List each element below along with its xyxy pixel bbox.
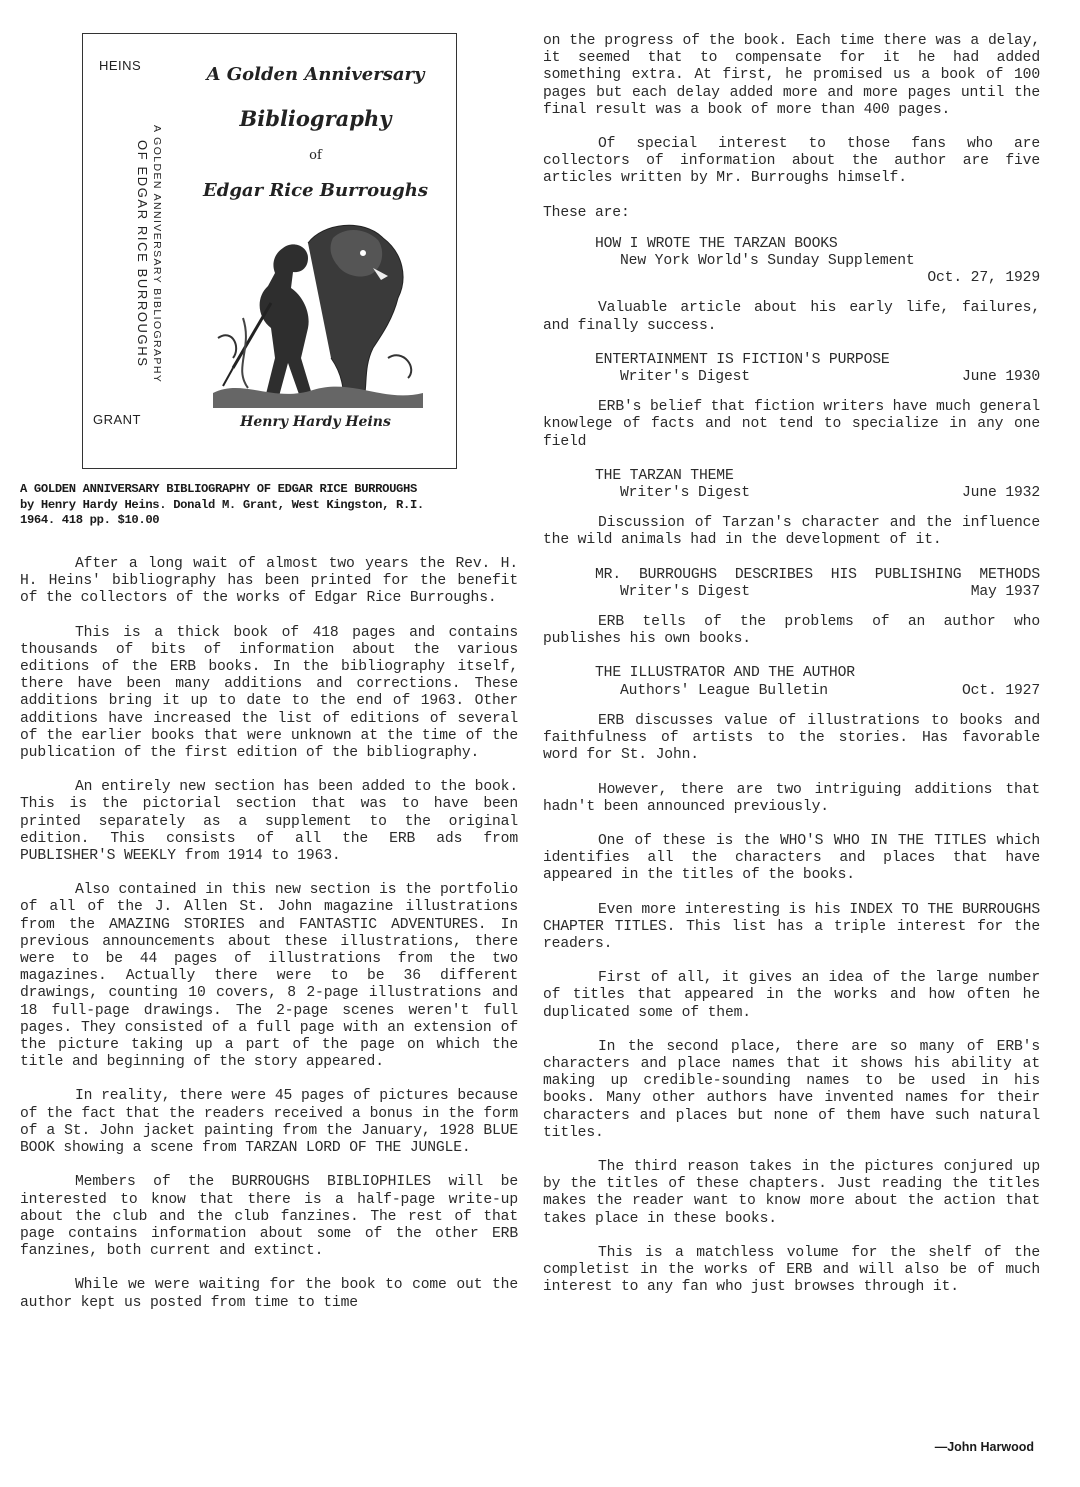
article-title: MR. BURROUGHS DESCRIBES HIS PUBLISHING METHODS — [595, 566, 1040, 583]
article-date: Oct. 1927 — [962, 682, 1040, 699]
article-date: Oct. 27, 1929 — [927, 270, 1040, 287]
right-paragraph-4: First of all, it gives an idea of the large number of titles that appeared in the works and how often he duplicated some of them. — [543, 970, 1040, 1021]
cover-title-line1: A Golden Anniversary — [206, 64, 425, 85]
book-caption — [20, 482, 525, 529]
right-intro-1: on the progress of the book. Each time there was a delay, it seemed that to compensate for it he had added something extra. At first, he promised us a book of 100 pages but each delay added more and more pages until the final result was a book of more than 400 pages. — [543, 33, 1040, 118]
article-description: ERB tells of the problems of an author who publishes his own books. — [543, 614, 1040, 648]
left-paragraph-7: While we were waiting for the book to come out the author kept us posted from time to time — [20, 1277, 518, 1311]
cover-title-line2: Bibliography — [239, 106, 392, 131]
right-column — [543, 33, 1040, 1296]
article-source: Writer's Digest — [620, 369, 750, 386]
article-entry-1 — [543, 236, 1040, 288]
article-description: Valuable article about his early life, failures, and finally success. — [543, 300, 1040, 334]
article-source: Writer's Digest — [620, 485, 750, 502]
article-entry-4 — [543, 567, 1040, 601]
cover-title-line3: of — [309, 148, 322, 163]
article-source: Writer's Digest — [620, 583, 750, 600]
left-column — [20, 556, 518, 1329]
left-paragraph-5: In reality, there were 45 pages of pictures because of the fact that the readers received a bonus in the form of a St. John jacket painting from the January, 1928 BLUE BOOK showing a scene from TARZAN LORD OF THE JUNGLE. — [20, 1088, 518, 1157]
right-paragraph-6: The third reason takes in the pictures conjured up by the titles of these chapters. Just reading the titles makes the reader want to know more about the action that takes place in these books. — [543, 1158, 1040, 1227]
cover-spine-bottom: GRANT — [93, 412, 141, 427]
right-paragraph-7: This is a matchless volume for the shelf of the completist in the works of ERB and will also be of much interest to any fan who just browses through it. — [543, 1244, 1040, 1296]
article-description: Discussion of Tarzan's character and the influence the wild animals had in the development of it. — [543, 515, 1040, 549]
caption-line3: 1964. 418 pp. $10.00 — [20, 513, 160, 527]
article-source: New York World's Sunday Supplement — [620, 253, 915, 270]
article-date: June 1932 — [962, 485, 1040, 502]
cover-spine-top: HEINS — [99, 58, 142, 73]
left-paragraph-6: Members of the BURROUGHS BIBLIOPHILES will be interested to know that there is a half-page write-up about the club and the club fanzines. The rest of that page contains information about some of the other ERB fanzines, both current and extinct. — [20, 1174, 518, 1260]
author-signature: —John Harwood — [934, 1440, 1034, 1454]
caption-line2: by Henry Hardy Heins. Donald M. Grant, West Kingston, R.I. — [20, 497, 424, 512]
cover-author: Henry Hardy Heins — [240, 414, 391, 430]
cover-spine-text — [101, 104, 163, 404]
cover-title-line4: Edgar Rice Burroughs — [203, 180, 428, 201]
article-title: THE ILLUSTRATOR AND THE AUTHOR — [595, 665, 855, 682]
article-date: May 1937 — [970, 583, 1040, 600]
cover-spine-line1: A GOLDEN ANNIVERSARY BIBLIOGRAPHY — [151, 124, 163, 384]
article-entry-5 — [543, 665, 1040, 699]
right-paragraph-3: Even more interesting is his INDEX TO THE BURROUGHS CHAPTER TITLES. This list has a triple interest for the readers. — [543, 901, 1040, 952]
these-are-label: These are: — [543, 204, 630, 221]
article-source: Authors' League Bulletin — [620, 682, 828, 699]
book-cover — [82, 33, 457, 469]
article-description: ERB discusses value of illustrations to books and faithfulness of artists to the stories. Has favorable word for St. John. — [543, 712, 1040, 764]
article-title: THE TARZAN THEME — [595, 467, 734, 484]
left-paragraph-3: An entirely new section has been added to the book. This is the pictorial section that was to have been printed separately as a supplement to the original edition. This consists of all the ERB ads from PUBLISHER'S WEEKLY from 1914 to 1963. — [20, 779, 518, 865]
article-description: ERB's belief that fiction writers have much general knowlege of facts and not tend to specialize in any one field — [543, 399, 1040, 450]
right-intro-2: Of special interest to those fans who are collectors of information about the author are five articles written by Mr. Burroughs himself. — [543, 136, 1040, 187]
tarzan-lion-illustration — [213, 218, 423, 408]
article-date: June 1930 — [962, 369, 1040, 386]
caption-line1: A GOLDEN ANNIVERSARY BIBLIOGRAPHY OF EDGAR RICE BURROUGHS — [20, 482, 417, 496]
article-title: HOW I WROTE THE TARZAN BOOKS — [595, 235, 838, 252]
left-paragraph-2: This is a thick book of 418 pages and contains thousands of bits of information about the various editions of the ERB books. In the bibliography itself, there have been many additions and corrections. These additions bring it up to date to the end of 1963. Other additions have increased the list of editions of several of the earlier books that were unknown at the time of the publication of the first edition of the bibliography. — [20, 624, 518, 762]
right-paragraph-1: However, there are two intriguing additions that hadn't been announced previously. — [543, 781, 1040, 815]
article-title: ENTERTAINMENT IS FICTION'S PURPOSE — [595, 351, 890, 368]
article-entry-3 — [543, 468, 1040, 502]
right-paragraph-2: One of these is the WHO'S WHO IN THE TITLES which identifies all the characters and places that have appeared in the titles of the books. — [543, 832, 1040, 884]
right-paragraph-5: In the second place, there are so many of ERB's characters and place names that it shows his ability at making up credible-sounding names to be used in his books. Many other authors have invented names for their characters and places but none of them have such natural titles. — [543, 1038, 1040, 1141]
cover-spine-line2: OF EDGAR RICE BURROUGHS — [134, 140, 150, 368]
article-entry-2 — [543, 352, 1040, 386]
left-paragraph-4: Also contained in this new section is the portfolio of all of the J. Allen St. John magazine illustrations from the AMAZING STORIES and FANTASTIC ADVENTURES. In previous announcements about these illustrations, there were to be 44 pages of illustrations from the two magazines. Actually there were to be 36 different drawings, counting 10 covers, 8 2-page illustrations and 18 full-page drawings. The 2-page scenes weren't full pages. They consisted of a full page with an extension of the picture taking up a part of the page on which the title and beginning of the story appeared. — [20, 882, 518, 1071]
left-paragraph-1: After a long wait of almost two years the Rev. H. H. Heins' bibliography has been printed for the benefit of the collectors of the works of Edgar Rice Burroughs. — [20, 556, 518, 607]
